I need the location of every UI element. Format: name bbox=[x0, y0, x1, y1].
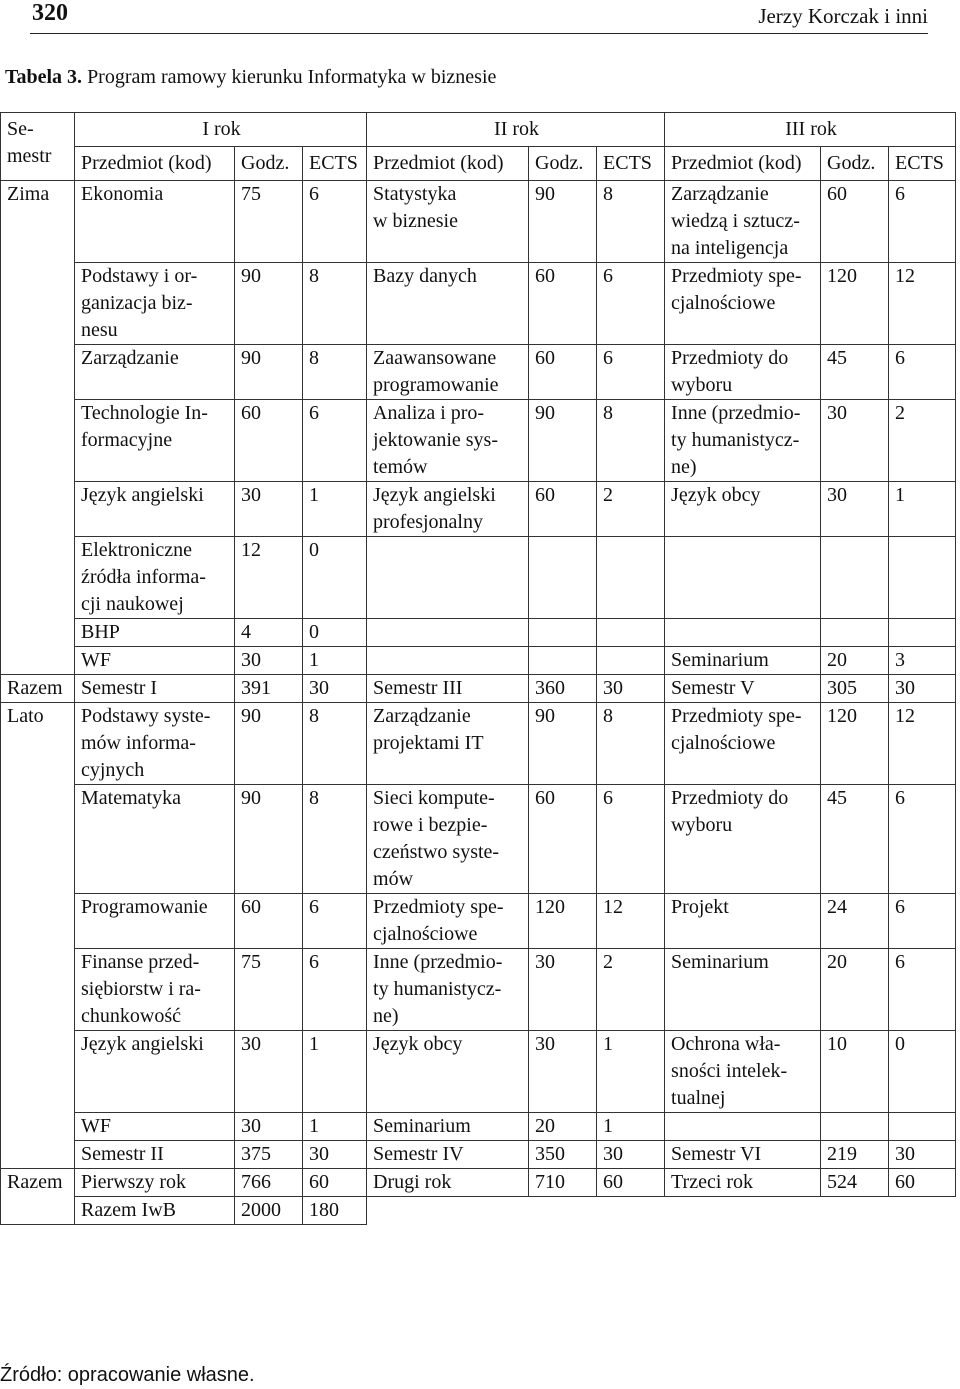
ects-cell: 30 bbox=[889, 1141, 956, 1169]
subject-cell bbox=[367, 537, 529, 619]
subject-cell: BHP bbox=[75, 619, 235, 647]
ects-cell: 6 bbox=[889, 949, 956, 1031]
ects-cell: 30 bbox=[597, 675, 665, 703]
caption-text: Program ramowy kierunku Informatyka w biznesie bbox=[82, 66, 497, 88]
table-row bbox=[1, 1113, 956, 1141]
subject-cell: Semestr II bbox=[75, 1141, 235, 1169]
hours-cell: 30 bbox=[821, 400, 889, 482]
page-number: 320 bbox=[32, 0, 68, 26]
ects-cell: 180 bbox=[303, 1197, 367, 1225]
subject-cell: Analiza i pro- jektowanie sys- temów bbox=[367, 400, 529, 482]
ects-cell bbox=[889, 619, 956, 647]
header-row-columns bbox=[1, 147, 956, 181]
subject-cell: Podstawy syste- mów informa- cyjnych bbox=[75, 703, 235, 785]
header-row-years bbox=[1, 113, 956, 147]
ects-cell: 30 bbox=[303, 1141, 367, 1169]
subject-cell bbox=[665, 1113, 821, 1141]
column-ects-header: ECTS bbox=[303, 147, 367, 181]
hours-cell: 305 bbox=[821, 675, 889, 703]
ects-cell: 1 bbox=[303, 482, 367, 537]
subject-cell: Sieci kompute- rowe i bezpie- czeństwo syste- mów bbox=[367, 785, 529, 894]
source-note: Źródło: opracowanie własne. bbox=[0, 1364, 255, 1386]
ects-cell: 12 bbox=[889, 703, 956, 785]
subject-cell: Seminarium bbox=[665, 949, 821, 1031]
ects-cell: 60 bbox=[303, 1169, 367, 1197]
subject-cell: Język angielski profesjonalny bbox=[367, 482, 529, 537]
ects-cell: 1 bbox=[889, 482, 956, 537]
hours-cell: 60 bbox=[529, 785, 597, 894]
table-row bbox=[1, 949, 956, 1031]
ects-cell: 6 bbox=[303, 949, 367, 1031]
semester-header: Se- mestr bbox=[1, 113, 75, 181]
subject-cell: Trzeci rok bbox=[665, 1169, 821, 1197]
subject-cell: Przedmioty spe- cjalnościowe bbox=[665, 703, 821, 785]
hours-cell: 60 bbox=[235, 400, 303, 482]
hours-cell: 10 bbox=[821, 1031, 889, 1113]
subject-cell: Pierwszy rok bbox=[75, 1169, 235, 1197]
year-header-2: II rok bbox=[367, 113, 665, 147]
hours-cell: 524 bbox=[821, 1169, 889, 1197]
hours-cell: 30 bbox=[529, 1031, 597, 1113]
ects-cell: 12 bbox=[889, 263, 956, 345]
column-hours-header: Godz. bbox=[821, 147, 889, 181]
subject-cell: Przedmioty do wyboru bbox=[665, 785, 821, 894]
hours-cell: 12 bbox=[235, 537, 303, 619]
hours-cell: 375 bbox=[235, 1141, 303, 1169]
table-row bbox=[1, 482, 956, 537]
subject-cell: Semestr IV bbox=[367, 1141, 529, 1169]
header-rule bbox=[30, 33, 928, 34]
subject-cell: Język angielski bbox=[75, 1031, 235, 1113]
hours-cell: 20 bbox=[821, 647, 889, 675]
ects-cell: 8 bbox=[303, 703, 367, 785]
hours-cell: 45 bbox=[821, 785, 889, 894]
ects-cell bbox=[597, 647, 665, 675]
razem-iwb-row bbox=[1, 1197, 956, 1225]
subject-cell: Elektroniczne źródła informa- cji naukowej bbox=[75, 537, 235, 619]
hours-cell: 60 bbox=[529, 482, 597, 537]
ects-cell: 6 bbox=[889, 181, 956, 263]
subject-cell: Bazy danych bbox=[367, 263, 529, 345]
hours-cell: 391 bbox=[235, 675, 303, 703]
table-row bbox=[1, 785, 956, 894]
subject-cell: Zarządzanie wiedzą i sztucz- na inteligencja bbox=[665, 181, 821, 263]
subject-cell bbox=[665, 619, 821, 647]
razem-label: Razem bbox=[1, 675, 75, 703]
subject-cell bbox=[665, 537, 821, 619]
hours-cell: 60 bbox=[529, 345, 597, 400]
subject-cell: Przedmioty do wyboru bbox=[665, 345, 821, 400]
ects-cell: 0 bbox=[303, 619, 367, 647]
hours-cell: 60 bbox=[235, 894, 303, 949]
table-row bbox=[1, 619, 956, 647]
subject-cell bbox=[367, 647, 529, 675]
hours-cell bbox=[821, 619, 889, 647]
hours-cell: 20 bbox=[529, 1113, 597, 1141]
table-row bbox=[1, 1031, 956, 1113]
hours-cell: 90 bbox=[235, 703, 303, 785]
hours-cell: 219 bbox=[821, 1141, 889, 1169]
hours-cell: 360 bbox=[529, 675, 597, 703]
ects-cell bbox=[889, 537, 956, 619]
ects-cell: 8 bbox=[303, 785, 367, 894]
razem-total-label: Razem bbox=[1, 1169, 75, 1225]
ects-cell: 12 bbox=[597, 894, 665, 949]
subject-cell: Projekt bbox=[665, 894, 821, 949]
ects-cell: 2 bbox=[597, 949, 665, 1031]
caption-label: Tabela 3. bbox=[5, 66, 83, 88]
ects-cell: 30 bbox=[303, 675, 367, 703]
ects-cell: 6 bbox=[597, 345, 665, 400]
subject-cell: WF bbox=[75, 1113, 235, 1141]
subject-cell: Inne (przedmio- ty humanistycz- ne) bbox=[665, 400, 821, 482]
ects-cell: 1 bbox=[597, 1113, 665, 1141]
subject-cell: Podstawy i or- ganizacja biz- nesu bbox=[75, 263, 235, 345]
subject-cell: Semestr III bbox=[367, 675, 529, 703]
hours-cell: 45 bbox=[821, 345, 889, 400]
ects-cell: 6 bbox=[303, 894, 367, 949]
page-header bbox=[0, 0, 960, 34]
ects-cell: 60 bbox=[889, 1169, 956, 1197]
ects-cell bbox=[597, 619, 665, 647]
ects-cell: 6 bbox=[597, 263, 665, 345]
column-hours-header: Godz. bbox=[235, 147, 303, 181]
column-ects-header: ECTS bbox=[597, 147, 665, 181]
hours-cell: 120 bbox=[821, 263, 889, 345]
hours-cell: 30 bbox=[235, 647, 303, 675]
subject-cell: Zarządzanie projektami IT bbox=[367, 703, 529, 785]
hours-cell: 30 bbox=[235, 482, 303, 537]
hours-cell: 75 bbox=[235, 181, 303, 263]
subject-cell: Technologie In- formacyjne bbox=[75, 400, 235, 482]
ects-cell bbox=[597, 537, 665, 619]
ects-cell: 8 bbox=[597, 703, 665, 785]
subject-cell: Przedmioty spe- cjalnościowe bbox=[367, 894, 529, 949]
hours-cell: 20 bbox=[821, 949, 889, 1031]
subject-cell: Zarządzanie bbox=[75, 345, 235, 400]
ects-cell: 8 bbox=[597, 400, 665, 482]
ects-cell: 6 bbox=[889, 345, 956, 400]
column-subject-header: Przedmiot (kod) bbox=[75, 147, 235, 181]
subject-cell: Semestr VI bbox=[665, 1141, 821, 1169]
ects-cell: 3 bbox=[889, 647, 956, 675]
semester-lato: Lato bbox=[1, 703, 75, 1169]
hours-cell: 60 bbox=[529, 263, 597, 345]
year-header-3: III rok bbox=[665, 113, 956, 147]
ects-cell: 0 bbox=[303, 537, 367, 619]
subject-cell: Finanse przed- siębiorstw i ra- chunkowość bbox=[75, 949, 235, 1031]
column-subject-header: Przedmiot (kod) bbox=[665, 147, 821, 181]
table-row bbox=[1, 345, 956, 400]
subject-cell: Język obcy bbox=[665, 482, 821, 537]
column-subject-header: Przedmiot (kod) bbox=[367, 147, 529, 181]
hours-cell: 30 bbox=[235, 1113, 303, 1141]
ects-cell: 1 bbox=[303, 1031, 367, 1113]
hours-cell: 90 bbox=[235, 263, 303, 345]
hours-cell bbox=[821, 537, 889, 619]
column-hours-header: Godz. bbox=[529, 147, 597, 181]
subject-cell: Semestr I bbox=[75, 675, 235, 703]
ects-cell: 30 bbox=[889, 675, 956, 703]
curriculum-table bbox=[0, 112, 956, 1225]
hours-cell: 710 bbox=[529, 1169, 597, 1197]
ects-cell: 30 bbox=[597, 1141, 665, 1169]
table-row bbox=[1, 1141, 956, 1169]
year-header-1: I rok bbox=[75, 113, 367, 147]
ects-cell: 6 bbox=[889, 785, 956, 894]
ects-cell: 8 bbox=[303, 345, 367, 400]
hours-cell: 90 bbox=[235, 345, 303, 400]
ects-cell: 6 bbox=[889, 894, 956, 949]
ects-cell: 6 bbox=[303, 181, 367, 263]
subject-cell: Język angielski bbox=[75, 482, 235, 537]
column-ects-header: ECTS bbox=[889, 147, 956, 181]
hours-cell: 60 bbox=[821, 181, 889, 263]
hours-cell: 120 bbox=[529, 894, 597, 949]
table-row bbox=[1, 1169, 956, 1197]
ects-cell: 1 bbox=[597, 1031, 665, 1113]
table-caption bbox=[5, 66, 496, 89]
blank-area bbox=[367, 1197, 956, 1225]
subject-cell: Semestr V bbox=[665, 675, 821, 703]
ects-cell: 8 bbox=[597, 181, 665, 263]
subject-cell: Seminarium bbox=[665, 647, 821, 675]
hours-cell bbox=[821, 1113, 889, 1141]
hours-cell bbox=[529, 647, 597, 675]
subject-cell: Język obcy bbox=[367, 1031, 529, 1113]
table-row bbox=[1, 263, 956, 345]
table-row bbox=[1, 675, 956, 703]
table-row bbox=[1, 703, 956, 785]
hours-cell bbox=[529, 537, 597, 619]
table-row bbox=[1, 400, 956, 482]
subject-cell: Drugi rok bbox=[367, 1169, 529, 1197]
hours-cell: 30 bbox=[529, 949, 597, 1031]
hours-cell: 30 bbox=[821, 482, 889, 537]
ects-cell: 8 bbox=[303, 263, 367, 345]
running-title: Jerzy Korczak i inni bbox=[758, 4, 928, 28]
hours-cell: 766 bbox=[235, 1169, 303, 1197]
hours-cell: 90 bbox=[529, 703, 597, 785]
hours-cell: 75 bbox=[235, 949, 303, 1031]
table-row bbox=[1, 537, 956, 619]
semester-zima: Zima bbox=[1, 181, 75, 675]
subject-cell: Programowanie bbox=[75, 894, 235, 949]
ects-cell: 6 bbox=[597, 785, 665, 894]
hours-cell: 90 bbox=[529, 181, 597, 263]
hours-cell: 90 bbox=[235, 785, 303, 894]
subject-cell: Seminarium bbox=[367, 1113, 529, 1141]
subject-cell: Matematyka bbox=[75, 785, 235, 894]
hours-cell bbox=[529, 619, 597, 647]
ects-cell: 60 bbox=[597, 1169, 665, 1197]
subject-cell: Ekonomia bbox=[75, 181, 235, 263]
ects-cell: 1 bbox=[303, 1113, 367, 1141]
subject-cell: Razem IwB bbox=[75, 1197, 235, 1225]
ects-cell bbox=[889, 1113, 956, 1141]
hours-cell: 350 bbox=[529, 1141, 597, 1169]
subject-cell: Zaawansowane programowanie bbox=[367, 345, 529, 400]
ects-cell: 2 bbox=[597, 482, 665, 537]
table-row bbox=[1, 894, 956, 949]
subject-cell: Inne (przedmio- ty humanistycz- ne) bbox=[367, 949, 529, 1031]
subject-cell: Statystyka w biznesie bbox=[367, 181, 529, 263]
subject-cell: Przedmioty spe- cjalnościowe bbox=[665, 263, 821, 345]
hours-cell: 120 bbox=[821, 703, 889, 785]
subject-cell: Ochrona wła- sności intelek- tualnej bbox=[665, 1031, 821, 1113]
ects-cell: 0 bbox=[889, 1031, 956, 1113]
table-row bbox=[1, 647, 956, 675]
hours-cell: 4 bbox=[235, 619, 303, 647]
subject-cell: WF bbox=[75, 647, 235, 675]
hours-cell: 2000 bbox=[235, 1197, 303, 1225]
hours-cell: 24 bbox=[821, 894, 889, 949]
hours-cell: 30 bbox=[235, 1031, 303, 1113]
hours-cell: 90 bbox=[529, 400, 597, 482]
ects-cell: 1 bbox=[303, 647, 367, 675]
ects-cell: 6 bbox=[303, 400, 367, 482]
table-row bbox=[1, 181, 956, 263]
subject-cell bbox=[367, 619, 529, 647]
ects-cell: 2 bbox=[889, 400, 956, 482]
